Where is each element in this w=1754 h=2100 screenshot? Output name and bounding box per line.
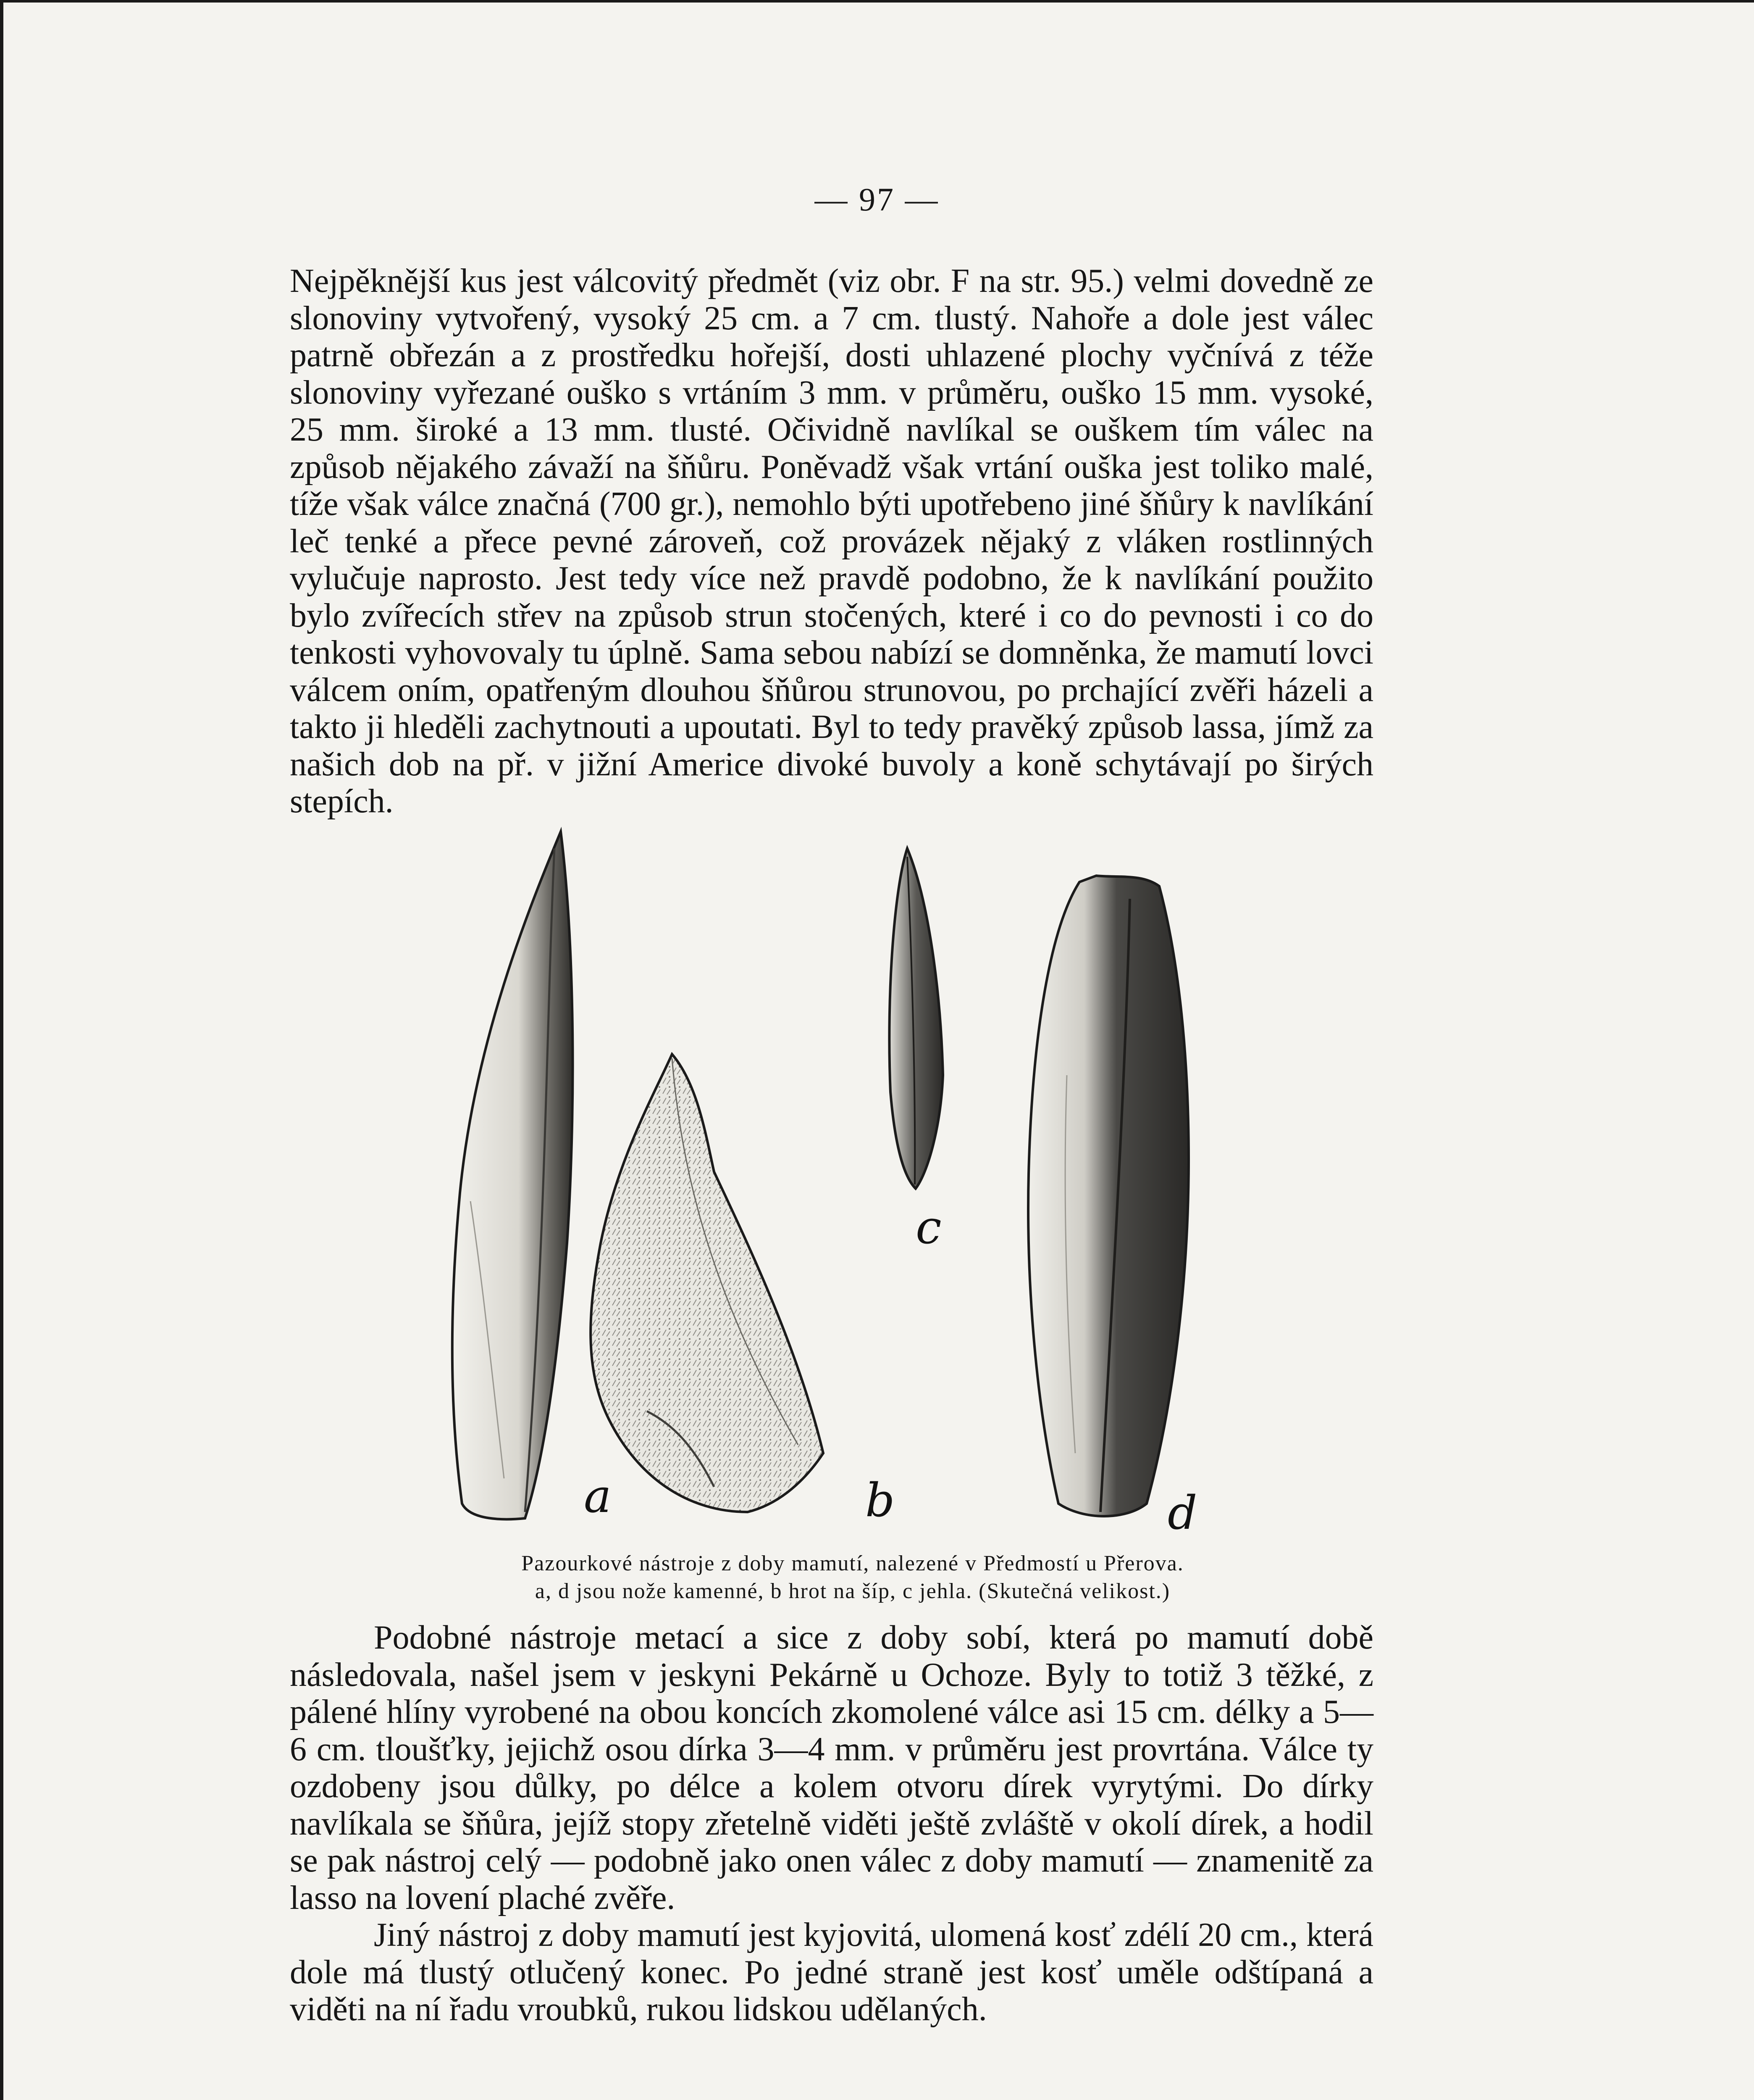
figure-stone-tools xyxy=(420,823,1277,1554)
paragraph-text: Jiný nástroj z doby mamutí jest kyjovitá, ulomená kosť zdélí 20 cm., která dole má tlustý otlučený konec. Po jedné straně jest kosť uměle odštípaná a viděti na ní řadu vroubků, rukou lidskou udělaných. xyxy=(290,1916,1373,2028)
caption-line-2: a, d jsou nože kamenné, b hrot na šíp, c jehla. (Skutečná velikost.) xyxy=(535,1579,1171,1603)
label-a: a xyxy=(584,1469,612,1523)
page-edge-left xyxy=(0,0,3,2100)
paragraph-text: Nejpěknější kus jest válcovitý předmět (viz obr. F na str. 95.) velmi dovedně ze slonoviny vytvořený, vysoký 25 cm. a 7 cm. tlustý. Nahoře a dole jest válec patrně obřezán a z prostředku hořejší, dosti uhlazené plochy vyčnívá z téže slonoviny vyřezané ouško s vrtáním 3 mm. v průměru, ouško 15 mm. vysoké, 25 mm. široké a 13 mm. tlusté. Očividně navlíkal se ouškem tím válec na způsob nějakého závaží na šňůru. Poněvadž však vrtání ouška jest toliko malé, tíže však válce značná (700 gr.), nemohlo býti upotřebeno jiné šňůry k navlíkání leč tenké a přece pevné zároveň, což provázek nějaký z vláken rostlinných vylučuje naprosto. Jest tedy více než pravdě podobno, že k navlíkání použito bylo zvířecích střev na způsob strun stočených, které i co do pevnosti i co do tenkosti vyhovovaly tu úplně. Sama sebou nabízí se domněnka, že mamutí lovci válcem oním, opatřeným dlouhou šňůrou strunovou, po prchající zvěři házeli a takto ji hleděli zachytnouti a upoutati. Byl to tedy pravěký způsob lassa, jímž za našich dob na př. v jižní Americe divoké buvoly a koně schytávají po širých stepích. xyxy=(290,262,1373,820)
tool-b-arrowhead xyxy=(591,1054,823,1512)
label-b: b xyxy=(865,1473,895,1527)
paragraph-text: Podobné nástroje metací a sice z doby sobí, která po mamutí době následovala, našel jsem v jeskyni Pekárně u Ochoze. Byly to totiž 3 těžké, z pálené hlíny vyrobené na obou koncích zkomolené válce asi 15 cm. délky a 5—6 cm. tloušťky, jejichž osou dírka 3—4 mm. v průměru jest provrtána. Válce ty ozdobeny jsou důlky, po délce a kolem otvoru dírek vyrytými. Do dírky navlíkala se šňůra, jejíž stopy zřetelně viděti ještě zvláště v okolí dírek, a hodil se pak nástroj celý — podobně jako onen válec z doby mamutí — znamenitě za lasso na lovení plaché zvěře. xyxy=(290,1619,1373,1916)
tool-d-knife xyxy=(1028,876,1189,1516)
page-number: — 97 — xyxy=(814,181,940,218)
body-paragraph-1 xyxy=(290,262,1373,820)
tool-c-needle xyxy=(889,848,943,1189)
page-edge-top xyxy=(0,0,1754,3)
figure-caption xyxy=(370,1550,1336,1605)
caption-line-1: Pazourkové nástroje z doby mamutí, nalezené v Předmostí u Přerova. xyxy=(521,1551,1184,1575)
label-c: c xyxy=(916,1200,942,1254)
figure-illustration xyxy=(420,823,1277,1554)
tool-a-blade xyxy=(452,832,573,1519)
label-d: d xyxy=(1168,1486,1197,1540)
body-paragraphs-2-3 xyxy=(290,1619,1373,2028)
